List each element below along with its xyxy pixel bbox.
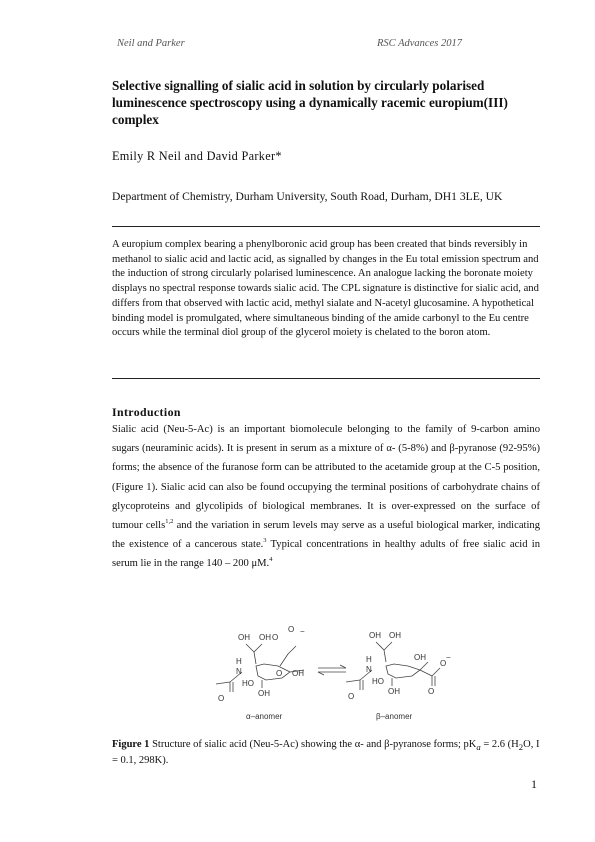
- equilibrium-arrows: [318, 665, 346, 675]
- page-number: 1: [531, 777, 537, 791]
- charge-label: −: [300, 627, 305, 636]
- atom-label: N: [366, 665, 372, 674]
- caption-text-2: = 2.6 (H: [480, 739, 519, 750]
- atom-label: N: [236, 667, 242, 676]
- alpha-anomer-structure: [216, 644, 304, 692]
- citation-1-2: 1,2: [165, 518, 174, 526]
- atom-label: H: [236, 657, 242, 666]
- atom-label: O: [440, 659, 447, 668]
- intro-text-2: and the variation in serum levels may serve as a useful biological marker, indicating the existence of a cancerous state.: [112, 520, 540, 551]
- citation-3: 3: [263, 537, 267, 545]
- beta-anomer-label: β–anomer: [376, 712, 413, 721]
- sialic-acid-structure-figure: [206, 626, 466, 726]
- atom-label: O: [272, 633, 279, 642]
- caption-text-3: O, I = 0.1, 298K).: [112, 739, 540, 767]
- affiliation: Department of Chemistry, Durham University, South Road, Durham, DH1 3LE, UK: [112, 190, 503, 203]
- caption-subscript-2: 2: [518, 742, 524, 753]
- abstract-bottom-rule: [112, 378, 540, 379]
- atom-label: H: [366, 655, 372, 664]
- atom-label: O: [348, 692, 355, 701]
- running-head-journal: RSC Advances 2017: [377, 38, 462, 49]
- citation-4: 4: [269, 556, 273, 564]
- atom-label: O: [218, 694, 225, 703]
- intro-text-3: Typical concentrations in healthy adults of free sialic acid in serum lie in the range 140 – 200 μM.: [112, 539, 540, 570]
- atom-label: OH: [388, 687, 400, 696]
- introduction-paragraph: [112, 420, 540, 574]
- atom-label: OH: [414, 653, 426, 662]
- atom-label: HO: [372, 677, 384, 686]
- caption-subscript-a: a: [476, 742, 481, 753]
- atom-label: OH: [389, 631, 401, 640]
- figure-label: Figure 1: [112, 739, 150, 750]
- running-head-authors: Neil and Parker: [117, 38, 185, 49]
- section-heading-introduction: Introduction: [112, 405, 181, 419]
- atom-label: O: [428, 687, 435, 696]
- abstract-top-rule: [112, 226, 540, 227]
- charge-label: −: [446, 653, 451, 662]
- atom-label: OH: [238, 633, 250, 642]
- author-list: Emily R Neil and David Parker*: [112, 149, 282, 163]
- atom-label: O: [288, 626, 295, 634]
- alpha-anomer-label: α–anomer: [246, 712, 283, 721]
- atom-label: OH: [369, 631, 381, 640]
- figure-1-caption: [112, 738, 542, 768]
- atom-label: OH: [259, 633, 271, 642]
- atom-label: HO: [242, 679, 254, 688]
- beta-anomer-structure: [346, 642, 440, 690]
- atom-label: OH: [292, 669, 304, 678]
- atom-label: OH: [258, 689, 270, 698]
- atom-label: O: [276, 669, 283, 678]
- abstract-text: A europium complex bearing a phenylboronic acid group has been created that binds reversibly in methanol to sialic acid and lactic acid, as signalled by changes in the Eu total emission spectrum and the induction of strong circularly polarised luminescence. An analogue lacking the boronate moiety displays no spectral response towards sialic acid. The CPL signature is distinctive for sialic acid, and differs from that observed with lactic acid, methyl sialate and N-acetyl glucosamine. A hypothetical binding model is promulgated, where simultaneous binding of the amide carbonyl to the Eu centre occurs while the terminal diol group of the glycerol moiety is chelated to the boron atom.: [112, 239, 539, 339]
- caption-text: Structure of sialic acid (Neu-5-Ac) showing the α- and β-pyranose forms; pK: [149, 739, 477, 750]
- intro-text-1: Sialic acid (Neu-5-Ac) is an important biomolecule belonging to the family of 9-carbon amino sugars (neuraminic acids). It is present in serum as a mixture of α- (5-8%) and β-pyranose (92-95%) forms; the absence of the furanose form can be attributed to the acetamide group at the C-5 position, (Figure 1). Sialic acid can also be found occupying the terminal positions of carbohydrate chains of glycoproteins and glycolipids of biological membranes. It is over-expressed on the surface of tumour cells: [112, 424, 540, 532]
- paper-title: Selective signalling of sialic acid in solution by circularly polarised luminescence spectroscopy using a dynamically racemic europium(III) complex: [112, 78, 508, 127]
